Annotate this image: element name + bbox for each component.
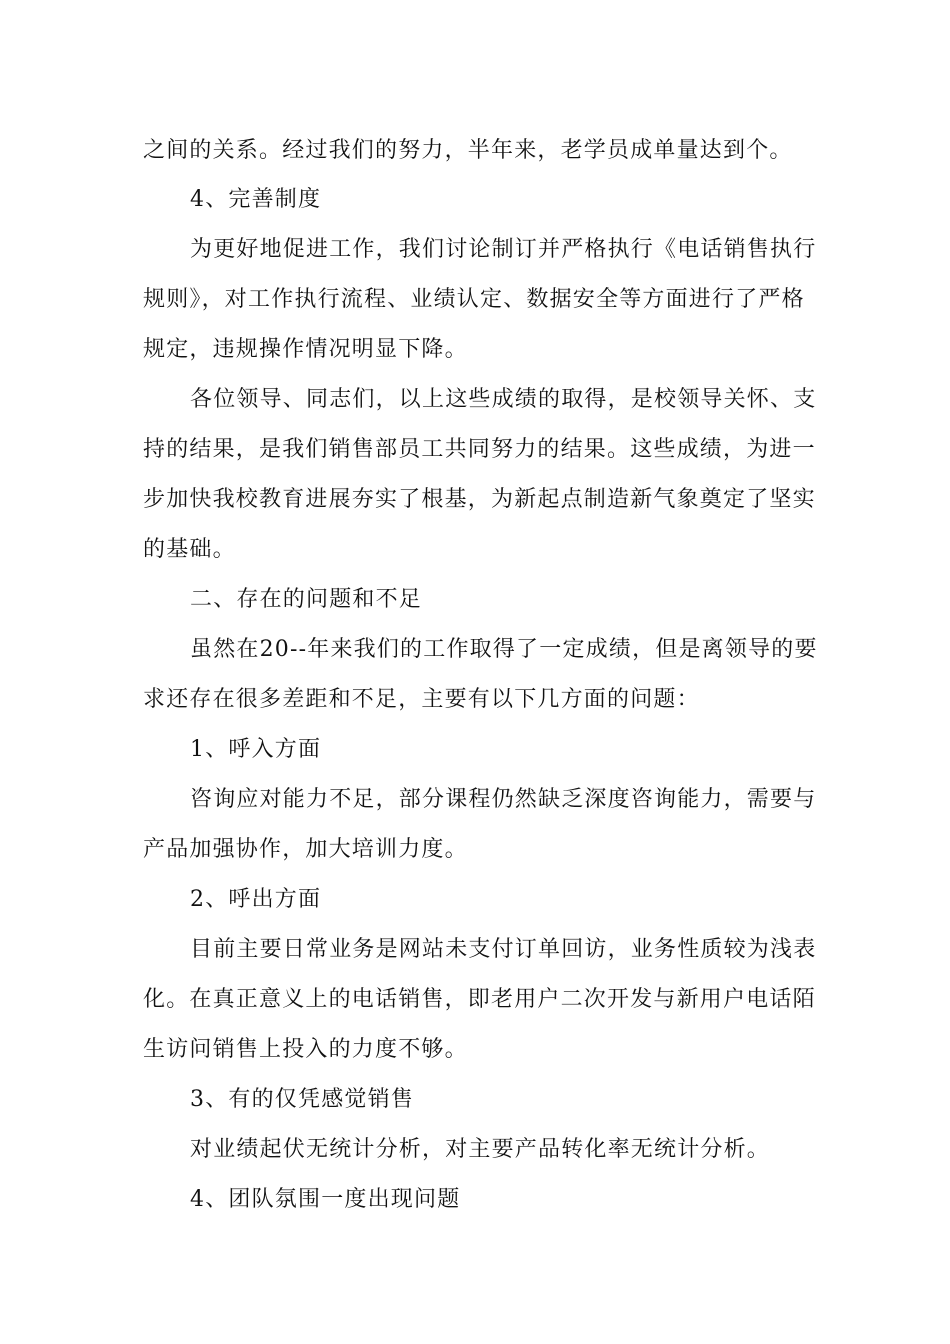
section-heading: 4、团队氛围一度出现问题 — [190, 1187, 461, 1212]
paragraph-line: 之间的关系。经过我们的努力，半年来，老学员成单量达到个。 — [143, 138, 793, 163]
section-heading: 1、呼入方面 — [190, 737, 322, 762]
paragraph-line: 规定，违规操作情况明显下降。 — [143, 337, 468, 362]
section-heading: 3、有的仅凭感觉销售 — [190, 1087, 414, 1112]
paragraph-line: 各位领导、同志们，以上这些成绩的取得，是校领导关怀、支 — [190, 387, 817, 412]
paragraph-line: 咨询应对能力不足，部分课程仍然缺乏深度咨询能力，需要与 — [190, 787, 817, 812]
paragraph-line: 目前主要日常业务是网站未支付订单回访，业务性质较为浅表 — [190, 937, 817, 962]
section-heading: 二、存在的问题和不足 — [190, 587, 423, 612]
paragraph-line: 的基础。 — [143, 537, 236, 562]
paragraph-line: 生访问销售上投入的力度不够。 — [143, 1037, 468, 1062]
paragraph-line: 对业绩起伏无统计分析，对主要产品转化率无统计分析。 — [190, 1137, 771, 1162]
paragraph-line: 产品加强协作，加大培训力度。 — [143, 837, 468, 862]
section-heading: 4、完善制度 — [190, 187, 322, 212]
paragraph-line: 虽然在20--年来我们的工作取得了一定成绩，但是离领导的要 — [190, 637, 818, 662]
paragraph-line: 为更好地促进工作，我们讨论制订并严格执行《电话销售执行 — [190, 237, 817, 262]
paragraph-line: 规则》，对工作执行流程、业绩认定、数据安全等方面进行了严格 — [143, 287, 805, 312]
section-heading: 2、呼出方面 — [190, 887, 322, 912]
paragraph-line: 求还存在很多差距和不足，主要有以下几方面的问题： — [143, 687, 700, 712]
paragraph-line: 持的结果，是我们销售部员工共同努力的结果。这些成绩，为进一 — [143, 437, 816, 462]
paragraph-line: 步加快我校教育进展夯实了根基，为新起点制造新气象奠定了坚实 — [143, 487, 816, 512]
paragraph-line: 化。在真正意义上的电话销售，即老用户二次开发与新用户电话陌 — [143, 987, 816, 1012]
